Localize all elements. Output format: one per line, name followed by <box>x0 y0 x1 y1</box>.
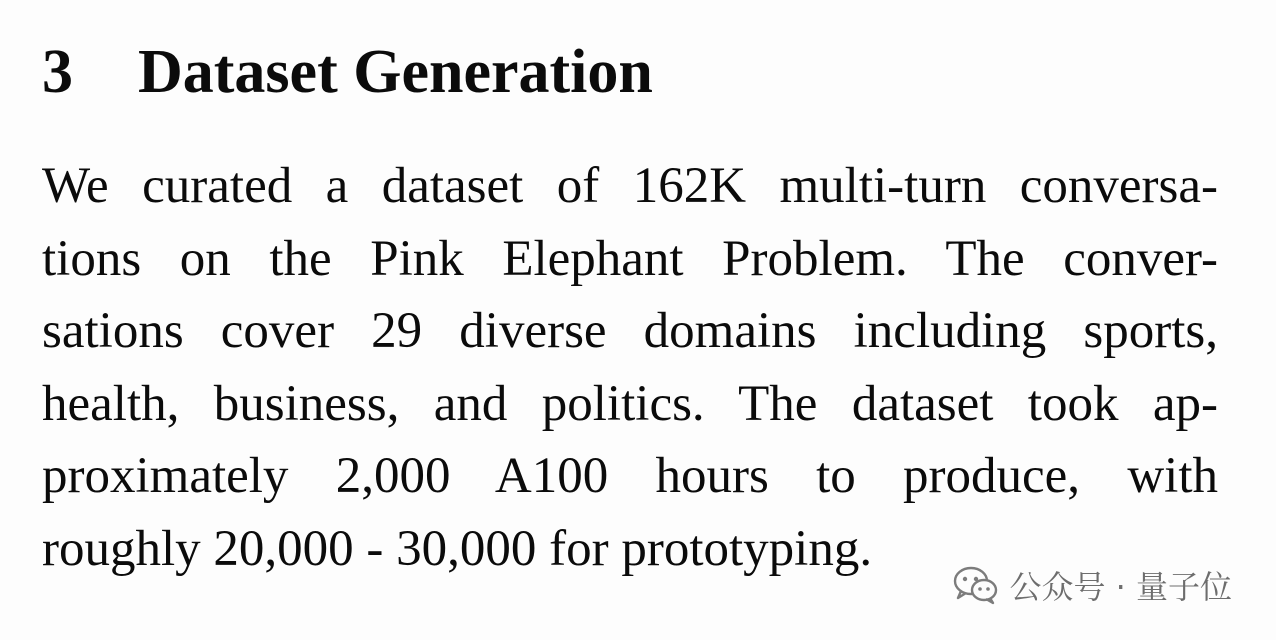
watermark <box>953 562 1232 608</box>
body-paragraph <box>42 150 1218 585</box>
paragraph-line: proximately 2,000 A100 hours to produce, with <box>42 448 1218 504</box>
paragraph-line: health, business, and politics. The dataset took ap- <box>42 375 1218 432</box>
paragraph-line: sations cover 29 diverse domains including sports, <box>42 303 1218 359</box>
section-header <box>42 36 1238 108</box>
paragraph-line: tions on the Pink Elephant Problem. The conver- <box>42 230 1218 287</box>
section-title: Dataset Generation <box>138 38 653 106</box>
section-number: 3 <box>42 38 73 106</box>
wechat-icon <box>953 565 999 605</box>
paragraph-line: roughly 20,000 - 30,000 for prototyping. <box>42 520 873 577</box>
section-heading <box>42 36 1238 108</box>
watermark-text: 公众号 · 量子位 <box>1009 568 1232 606</box>
paragraph-line: We curated a dataset of 162K multi-turn conversa- <box>42 158 1218 214</box>
